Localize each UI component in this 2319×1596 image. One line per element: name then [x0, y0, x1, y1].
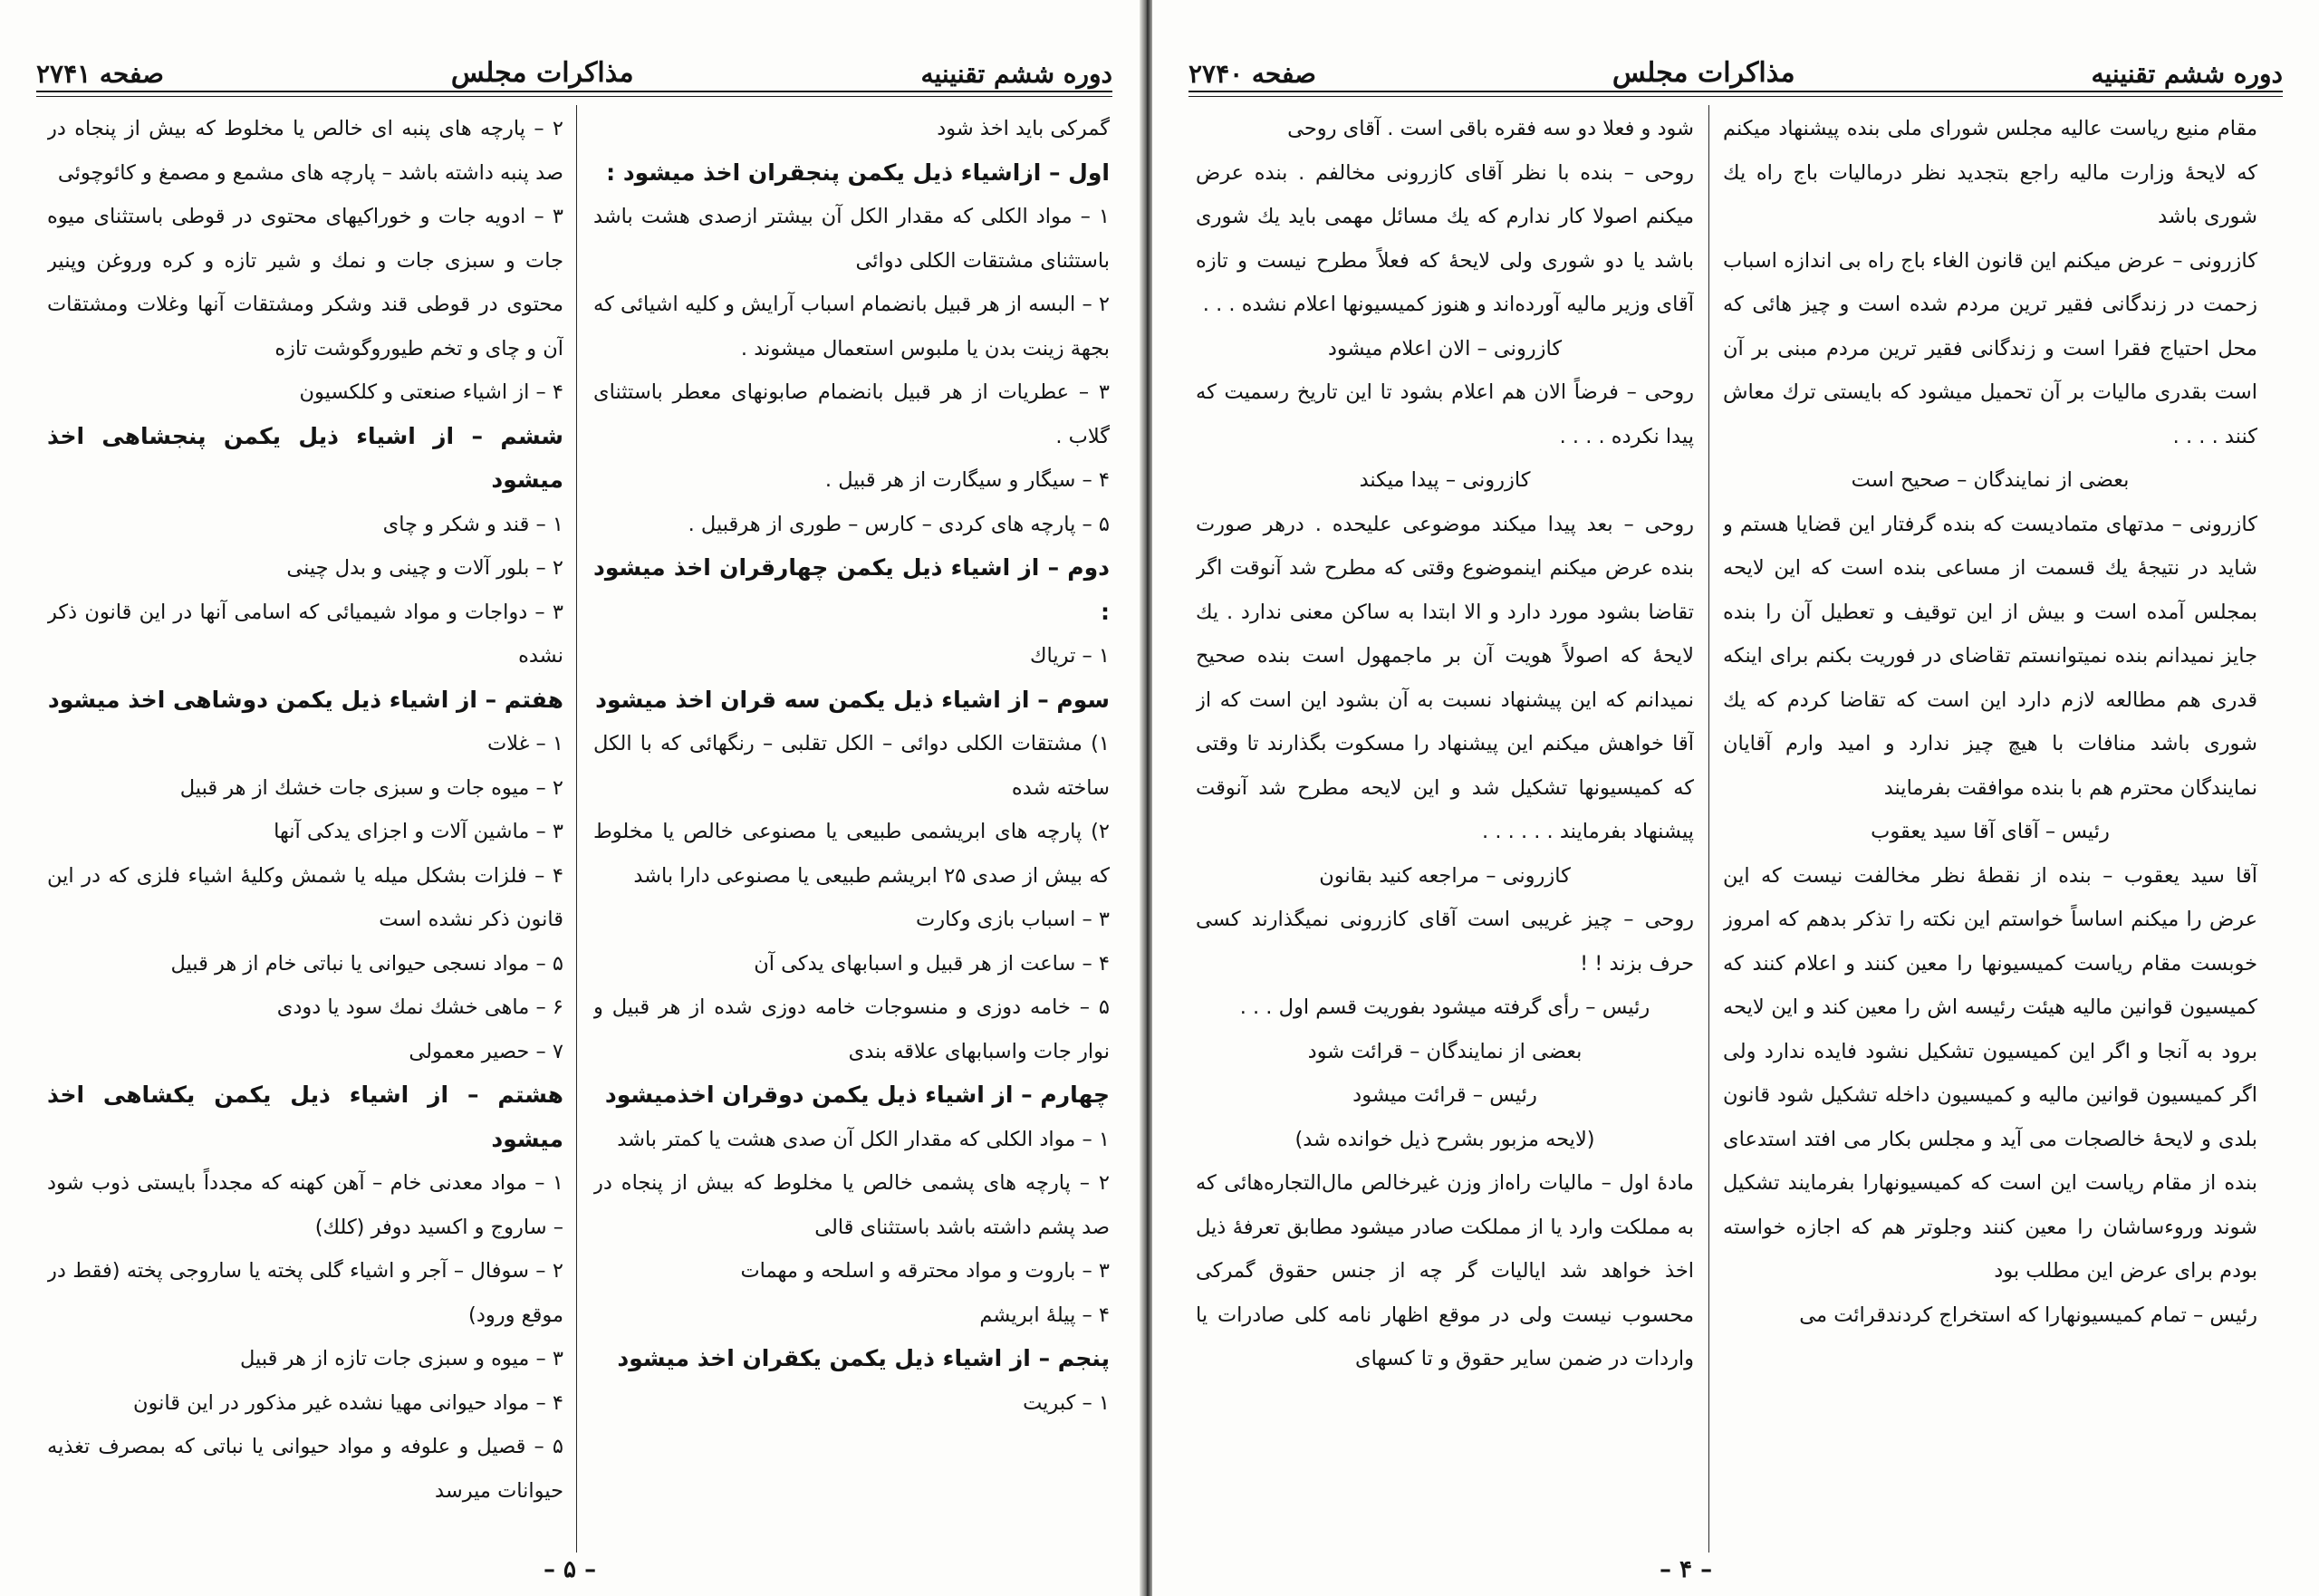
- paragraph: ۵ – پارچه های کردی – کارس – طوری از هرقبیل .: [688, 512, 1110, 536]
- paragraph: ۳ – عطریات از هر قبیل بانضمام صابونهای معطر باستثنای گلاب .: [593, 380, 1110, 448]
- paragraph: (لایحه مزبور بشرح ذیل خوانده شد): [1294, 1127, 1595, 1151]
- paragraph: ۳ – ماشین آلات و اجزای یدکی آنها: [274, 820, 563, 843]
- header-rule: [1188, 91, 2283, 92]
- paragraph: روحی – بنده با نظر آقای کازرونی مخالفم . بنده عرض میکنم اصولا کار ندارم که یك مسائل مهمی باید یك شوری باشد یا دو شوری ولی لایحهٔ که فعلاً مطرح نیست و تازه آقای وزیر مالیه آورده‌اند و هنوز کمیسیونها اعلام نشده . . .: [1196, 160, 1694, 316]
- paragraph: کازرونی – عرض میکنم این قانون الغاء باج راه بی اندازه اسباب زحمت در زندگانی فقیر ترین مردم شده است و چیز هائی که محل احتیاج فقرا است و زندگانی فقیر ترین مردم مبنی بر آن است بقدری مالیات بر آن تحمیل میشود که بایستی ترك معاش کنند . . . .: [1723, 248, 2257, 448]
- paragraph: ۲ – سوفال – آجر و اشیاء گلی پخته یا ساروجی پخته (فقط در موقع ورود): [47, 1259, 563, 1327]
- period-label: دوره ششم تقنینیه: [2091, 59, 2283, 89]
- paragraph: روحی – بعد پیدا میکند موضوعی علیحده . درهر صورت بنده عرض میکنم اینموضوع وقتی که مطرح شد آنوقت اگر تقاضا بشود مورد دارد و الا ابتدا به ساکن معنی ندارد . یك لایحهٔ که اصولاً هویت آن بر ماجمهول است بنده صحیح نمیدانم که این پیشنهاد نسبت به آن بشود این است که از آقا خواهش میکنم این پیشنهاد را مسکوت بگذارند تا وقتی که کمیسیونها تشکیل شد و این لایحه مطرح شد آنوقت پیشنهاد بفرمایند . . . . . .: [1196, 512, 1694, 843]
- paragraph: ۱ – غلات: [486, 732, 563, 755]
- paragraph: کازرونی – مدتهای متمادیست که بنده گرفتار این قضایا هستم و شاید در نتیجهٔ یك قسمت از مساعی بنده است که این لایحه بمجلس آمده است و بیش از این توقیف و تعطیل آن را بنده جایز نمیدانم بنده نمیتوانستم تقاضای در فوریت بکنم برای اینکه قدری هم مطالعه لازم دارد این است که تقاضا کردم که یك شوری باشد منافات با هیچ چیز ندارد و امید وارم آقایان نمایندگان محترم هم با بنده موافقت بفرمایند: [1723, 512, 2257, 800]
- page-footer: – ۴ –: [1660, 1556, 1713, 1583]
- paragraph: ۴ – سیگار و سیگارت از هر قبیل .: [824, 468, 1110, 492]
- paragraph: ۳ – ادویه جات و خوراکیهای محتوی در قوطی باستثنای میوه جات و سبزی جات و نمك و شیر تازه و کره وروغن وپنیر محتوی در قوطی قند وشکر ومشتقات آنها وغلات ومشتقات آن و چای و تخم طیوروگوشت تازه: [47, 205, 563, 361]
- left-page: [0, 0, 1149, 1596]
- paragraph: ۳ – باروت و مواد محترقه و اسلحه و مهمات: [740, 1259, 1110, 1283]
- paragraph: ۳ – اسباب بازی وکارت: [916, 908, 1110, 931]
- paragraph: آقا سید یعقوب – بنده از نقطهٔ نظر مخالفت نیست که این عرض را میکنم اساساً خواستم این نکته را تذکر بدهم که امروز خوبست مقام ریاست کمیسیونها را معین کنند و اعلام کنند که کمیسیون قوانین مالیه هیئت رئیسه اش را معین کند و این لایحه برود به آنجا و اگر این کمیسیون تشکیل نشود فایده ندارد ولی اگر کمیسیون قوانین مالیه و کمیسیون داخله تشکیل شود قانون بلدی و لایحهٔ خالصجات می آید و مجلس بکار می افتد استدعای بنده از مقام ریاست این است که کمیسیونهارا بفرمایند تشکیل شوند وروءساشان را معین کنند وجلوتر هم که اجازه خواسته بودم برای عرض این مطلب بود: [1723, 863, 2257, 1283]
- paragraph: ۳ – دواجات و مواد شیمیائی که اسامی آنها در این قانون ذکر نشده: [47, 600, 563, 668]
- right-page-left-column: [1196, 107, 1694, 1538]
- header-rule-thin: [36, 96, 1112, 97]
- paragraph: ۴ – ساعت از هر قبیل و اسبابهای یدکی آن: [754, 951, 1110, 976]
- right-page-header: [1188, 53, 2283, 89]
- paragraph: ۲ – البسه از هر قبیل بانضمام اسباب آرایش و کلیه اشیائی که بجهة زینت بدن یا ملبوس استعمال میشوند .: [593, 293, 1110, 361]
- section-heading: هفتم – از اشیاء ذیل یکمن دوشاهی اخذ میشود: [47, 686, 563, 713]
- section-heading: سوم – از اشیاء ذیل یکمن سه قران اخذ میشود: [595, 686, 1110, 713]
- paragraph: ۲ – پارچه های پنبه ای خالص یا مخلوط که بیش از پنجاه در صد پنبه داشته باشد – پارچه های مشمع و مصمغ و کائوچوئی: [47, 117, 563, 185]
- paragraph: ۴ – فلزات بشکل میله یا شمش وکلیهٔ اشیاء فلزی که در این قانون ذکر نشده است: [47, 863, 563, 931]
- paragraph: کازرونی – پیدا میکند: [1359, 468, 1531, 492]
- paragraph: ۲ – میوه جات و سبزی جات خشك از هر قبیل: [179, 775, 563, 800]
- paragraph: ۵ – مواد نسجی حیوانی یا نباتی خام از هر قبیل: [170, 951, 563, 976]
- header-rule-thin: [1188, 96, 2283, 97]
- paragraph: بعضی از نمایندگان – صحیح است: [1851, 468, 2130, 492]
- paragraph: مادهٔ اول – مالیات راه‌از وزن غیرخالص مال‌التجاره‌هائی که به مملکت وارد یا از مملکت صادر میشود مطابق تعرفهٔ ذیل اخذ خواهد شد ایالیات گر چه از جنس حقوق گمرکی محسوب نیست ولی در موقع اظهار نامه کلی صادرات یا واردات در ضمن سایر حقوق و تا کسهای: [1196, 1171, 1694, 1370]
- paragraph: روحی – فرضاً الان هم اعلام بشود تا این تاریخ رسمیت که پیدا نکرده . . . .: [1196, 380, 1694, 448]
- paragraph: ۶ – ماهی خشك نمك سود یا دودی: [276, 995, 563, 1019]
- paragraph: ۴ – از اشیاء صنعتی و کلکسیون: [299, 380, 563, 404]
- section-heading: اول – ازاشیاء ذیل یکمن پنجقران اخذ میشود :: [606, 159, 1110, 186]
- paragraph: ۱ – تریاك: [1030, 644, 1110, 668]
- page-number: صفحه ۲۷۴۱: [36, 59, 164, 89]
- left-page-header: [36, 53, 1112, 89]
- paragraph: ۲) پارچه های ابریشمی طبیعی یا مصنوعی خالص یا مخلوط که بیش از صدی ۲۵ ابریشم طبیعی یا مصنوعی دارا باشد: [593, 820, 1110, 888]
- right-page-right-column: [1723, 107, 2257, 1538]
- paragraph: ۱ – مواد الکلی که مقدار الکل آن صدی هشت یا کمتر باشد: [617, 1127, 1110, 1151]
- paragraph: ۴ – پیلهٔ ابریشم: [979, 1303, 1110, 1327]
- section-heading: چهارم – از اشیاء ذیل یکمن دوقران اخذمیشود: [604, 1082, 1110, 1108]
- paragraph: ۳ – میوه و سبزی جات تازه از هر قبیل: [240, 1347, 563, 1370]
- left-page-right-column: [593, 107, 1110, 1538]
- paragraph: ۱ – مواد الکلی که مقدار الکل آن بیشتر ازصدی هشت باشد باستثنای مشتقات الکلی دوائی: [593, 205, 1110, 273]
- paragraph: کازرونی – الان اعلام میشود: [1327, 336, 1563, 361]
- paragraph: ۴ – مواد حیوانی مهیا نشده غیر مذکور در این قانون: [133, 1390, 563, 1415]
- journal-title: مذاکرات مجلس: [450, 57, 634, 89]
- page-number: صفحه ۲۷۴۰: [1188, 59, 1316, 89]
- paragraph: رئیس – رأی گرفته میشود بفوریت قسم اول . . .: [1239, 995, 1650, 1019]
- period-label: دوره ششم تقنینیه: [920, 59, 1112, 89]
- paragraph: ۲ – پارچه های پشمی خالص یا مخلوط که بیش از پنجاه در صد پشم داشته باشد باستثنای قالی: [593, 1171, 1110, 1239]
- section-heading: هشتم – از اشیاء ذیل یکمن یکشاهی اخذ میشود: [47, 1082, 563, 1152]
- paragraph: رئیس – تمام کمیسیونهارا که استخراج کردندقرائت می: [1799, 1303, 2257, 1327]
- paragraph: بعضی از نمایندگان – قرائت شود: [1307, 1039, 1583, 1063]
- journal-title: مذاکرات مجلس: [1612, 57, 1795, 89]
- paragraph: روحی – چیز غریبی است آقای کازرونی نمیگذارند کسی حرف بزند ! !: [1196, 908, 1694, 976]
- paragraph: شود و فعلا دو سه فقره باقی است . آقای روحی: [1287, 117, 1694, 140]
- paragraph: ۱ – کبریت: [1023, 1390, 1110, 1415]
- section-heading: ششم – از اشیاء ذیل یکمن پنجشاهی اخذ میشود: [47, 422, 563, 493]
- paragraph: ۷ – حصیر معمولی: [409, 1039, 563, 1063]
- paragraph: مقام منیع ریاست عالیه مجلس شورای ملی بنده پیشنهاد میکنم که لایحهٔ وزارت مالیه راجع بتجدید نظر درمالیات باج راه یك شوری باشد: [1723, 117, 2257, 228]
- paragraph: ۱) مشتقات الکلی دوائی – الکل تقلبی – رنگهائی که با الکل ساخته شده: [593, 732, 1110, 800]
- left-page-left-column: [47, 107, 563, 1538]
- section-heading: دوم – از اشیاء ذیل یکمن چهارقران اخذ میشود :: [593, 554, 1110, 625]
- paragraph: ۵ – قصیل و علوفه و مواد حیوانی یا نباتی که بمصرف تغذیه حیوانات میرسد: [47, 1435, 563, 1503]
- paragraph: رئیس – آقای آقا سید یعقوب: [1871, 820, 2110, 843]
- page-footer: – ۵ –: [544, 1556, 597, 1583]
- section-heading: پنجم – از اشیاء ذیل یکمن یکقران اخذ میشود: [617, 1345, 1110, 1371]
- right-page: [1152, 0, 2319, 1596]
- paragraph: رئیس – قرائت میشود: [1352, 1083, 1537, 1107]
- paragraph: ۲ – بلور آلات و چینی و بدل چینی: [286, 556, 563, 580]
- paragraph: ۱ – مواد معدنی خام – آهن کهنه که مجدداً بایستی ذوب شود – ساروج و اکسید دوفر (کلك): [47, 1171, 563, 1239]
- header-rule: [36, 91, 1112, 92]
- paragraph: گمرکی باید اخذ شود: [937, 117, 1110, 140]
- paragraph: کازرونی – مراجعه کنید بقانون: [1319, 863, 1571, 888]
- paragraph: ۱ – قند و شکر و چای: [382, 512, 563, 536]
- column-divider: [576, 105, 577, 1553]
- column-divider: [1708, 105, 1709, 1553]
- paragraph: ۵ – خامه دوزی و منسوجات خامه دوزی شده از هر قبیل و نوار جات واسبابهای علاقه بندی: [593, 995, 1110, 1063]
